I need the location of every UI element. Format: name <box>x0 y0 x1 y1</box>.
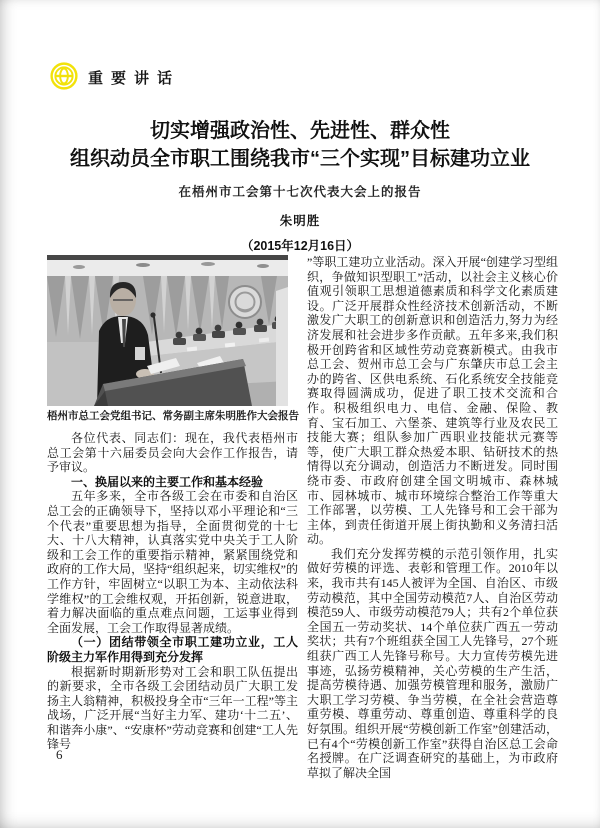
article-date: （2015年12月16日） <box>240 239 360 253</box>
article-title-line2: 组织动员全市职工围绕我市“三个实现”目标建功立业 <box>70 148 530 170</box>
left-column-text <box>47 431 298 752</box>
conference-photo-figure <box>47 255 299 423</box>
paragraph: 各位代表、同志们：现在，我代表梧州市总工会第十六届委员会向大会作工作报告，请予审议。 <box>47 431 298 475</box>
paragraph: 根据新时期新形势对工会和职工队伍提出的新要求，全市各级工会团结动员广大职工发扬主人翁精神，积极投身全市“三年一工程”等主战场，广泛开展“当好主力军、建功‘十二五’、和谐奔小康”、“安康杯”劳动竞赛和创建“工人先锋号 <box>47 664 298 752</box>
left-column <box>47 255 298 780</box>
trade-union-emblem-icon <box>49 61 79 91</box>
article-body <box>47 255 558 780</box>
section-heading-2: （一）团结带领全市职工建功立业，工人阶级主力军作用得到充分发挥 <box>47 635 298 664</box>
paragraph: 我们充分发挥劳模的示范引领作用，扎实做好劳模的评选、表彰和管理工作。2010年以来，我市共有145人被评为全国、自治区、市级劳动模范，其中全国劳动模范7人、自治区劳动模范59人、市级劳动模范79人；共有2个单位获全国五一劳动奖状、14个单位获广西五一劳动奖状；共有7个班组获全国工人先锋号，27个班组获广西工人先锋号称号。大力宣传劳模先进事迹，弘扬劳模精神，关心劳模的生产生活，提高劳模待遇、加强劳模管理和服务，激励广大职工学习劳模、争当劳模，在全社会营造尊重劳模、尊重劳动、尊重创造、尊重科学的良好氛围。组织开展“劳模创新工作室”创建活动，已有4个“劳模创新工作室”获得自治区总工会命名授牌。在广泛调查研究的基础上，为市政府草拟了解决全国 <box>307 546 558 780</box>
conference-photo <box>47 255 288 406</box>
right-column <box>307 255 558 780</box>
article-author: 朱明胜 <box>279 214 321 228</box>
section-label: 重要讲话 <box>88 69 181 87</box>
paragraph: 五年多来，全市各级工会在市委和自治区总工会的正确领导下，坚持以邓小平理论和“三个代表”重要思想为指导，全面贯彻党的十七大、十八大精神，认真落实党中央关于工人阶级和工会工作的重要指示精神，紧紧围绕党和政府的工作大局，坚持“组织起来，切实维权”的工作方针，牢固树立“以职工为本、主动依法科学维权”的工会维权观，开拓创新，锐意进取，着力解决面临的重点难点问题，工运事业得到全面发展，工会工作取得显著成绩。 <box>47 489 298 635</box>
article-title-line1: 切实增强政治性、先进性、群众性 <box>150 120 450 142</box>
section-heading-1: 一、换届以来的主要工作和基本经验 <box>71 474 264 489</box>
photo-caption: 梧州市总工会党组书记、常务副主席朱明胜作大会报告 <box>47 410 299 422</box>
right-column-text <box>307 255 558 780</box>
section-header <box>49 61 180 91</box>
article-subtitle: 在梧州市工会第十七次代表大会上的报告 <box>178 185 422 199</box>
title-block <box>0 117 600 254</box>
page-number: 6 <box>56 747 63 762</box>
paragraph: ”等职工建功立业活动。深入开展“创建学习型组织，争做知识型职工”活动，以社会主义核心价值观引领职工思想道德素质和科学文化素质建设。广泛开展群众性经济技术创新活动，不断激发广大职工的创新意识和创造活力,努力为经济发展和社会进步多作贡献。五年多来,我们积极开创跨省和区域性劳动竞赛新模式。由我市总工会、贺州市总工会与广东肇庆市总工会主办的跨省、区供电系统、石化系统安全技能竞赛取得圆满成功，促进了职工技术交流和合作。积极组织电力、电信、金融、保险、教育、宝石加工、六堡茶、建筑等行业及农民工技能大赛；组队参加广西职业技能状元赛等等，使广大职工群众热爱本职、钻研技术的热情得以充分调动，创造活力不断迸发。同时围绕市委、市政府创建全国文明城市、森林城市、园林城市、城市环境综合整治工作等重大工作部署，以劳模、工人先锋号和工会干部为主体，到责任街道开展上街执勤和义务清扫活动。 <box>307 255 558 547</box>
